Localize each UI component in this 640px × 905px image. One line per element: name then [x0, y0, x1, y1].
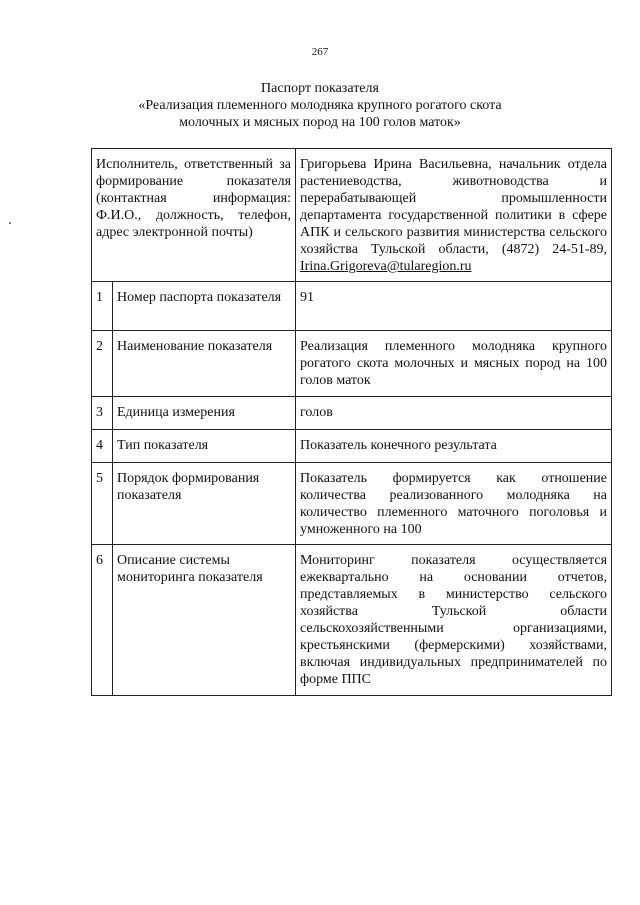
row-label: Наименование показателя — [113, 331, 296, 397]
title-line-1: Паспорт показателя — [261, 81, 379, 96]
row-label: Описание системы мониторинга показателя — [113, 545, 296, 696]
row-number: 2 — [92, 331, 113, 397]
table-row — [92, 282, 612, 331]
executor-value: Григорьева Ирина Васильевна, начальник отдела растениеводства, животноводства и перерабатывающей промышленности департамента государственной политики в сфере АПК и сельского развития министерства сельского хозяйства Тульской области, — [300, 157, 608, 257]
page-number: 267 — [311, 46, 329, 58]
executor-value-cell — [296, 149, 612, 282]
table-row — [92, 430, 612, 463]
table-row — [92, 545, 612, 696]
row-number: 5 — [92, 463, 113, 545]
scan-speck — [9, 222, 11, 224]
table-row-executor — [92, 149, 612, 282]
row-number: 3 — [92, 397, 113, 430]
row-label: Единица измерения — [113, 397, 296, 430]
table-row — [92, 331, 612, 397]
passport-table — [91, 148, 612, 696]
row-number: 4 — [92, 430, 113, 463]
executor-phone: (4872) 24-51-89, — [501, 242, 608, 257]
row-value: Показатель формируется как отношение количества реализованного молодняка на количество племенного маточного поголовья и умноженного на 100 — [296, 463, 612, 545]
row-label: Тип показателя — [113, 430, 296, 463]
row-value: Реализация племенного молодняка крупного рогатого скота молочных и мясных пород на 100 голов маток — [296, 331, 612, 397]
passport-title — [0, 80, 640, 131]
row-number: 1 — [92, 282, 113, 331]
row-value: 91 — [296, 282, 612, 331]
title-line-2: «Реализация племенного молодняка крупного рогатого скота — [138, 98, 502, 113]
table-row — [92, 397, 612, 430]
row-value: Показатель конечного результата — [296, 430, 612, 463]
row-label: Порядок формирования показателя — [113, 463, 296, 545]
row-value: Мониторинг показателя осуществляется ежеквартально на основании отчетов, представляемых в министерство сельского хозяйства Тульской области сельскохозяйственными организациями, крестьянскими (фермерскими) хозяйствами, включая индивидуальных предпринимателей по форме ППС — [296, 545, 612, 696]
row-value: голов — [296, 397, 612, 430]
executor-label-cell: Исполнитель, ответственный за формирование показателя (контактная информация: Ф.И.О., должность, телефон, адрес электронной почты) — [92, 149, 296, 282]
row-label: Номер паспорта показателя — [113, 282, 296, 331]
row-number: 6 — [92, 545, 113, 696]
title-line-3: молочных и мясных пород на 100 голов маток» — [179, 115, 461, 130]
executor-email-link[interactable]: Irina.Grigoreva@tularegion.ru — [300, 259, 472, 274]
table-row — [92, 463, 612, 545]
